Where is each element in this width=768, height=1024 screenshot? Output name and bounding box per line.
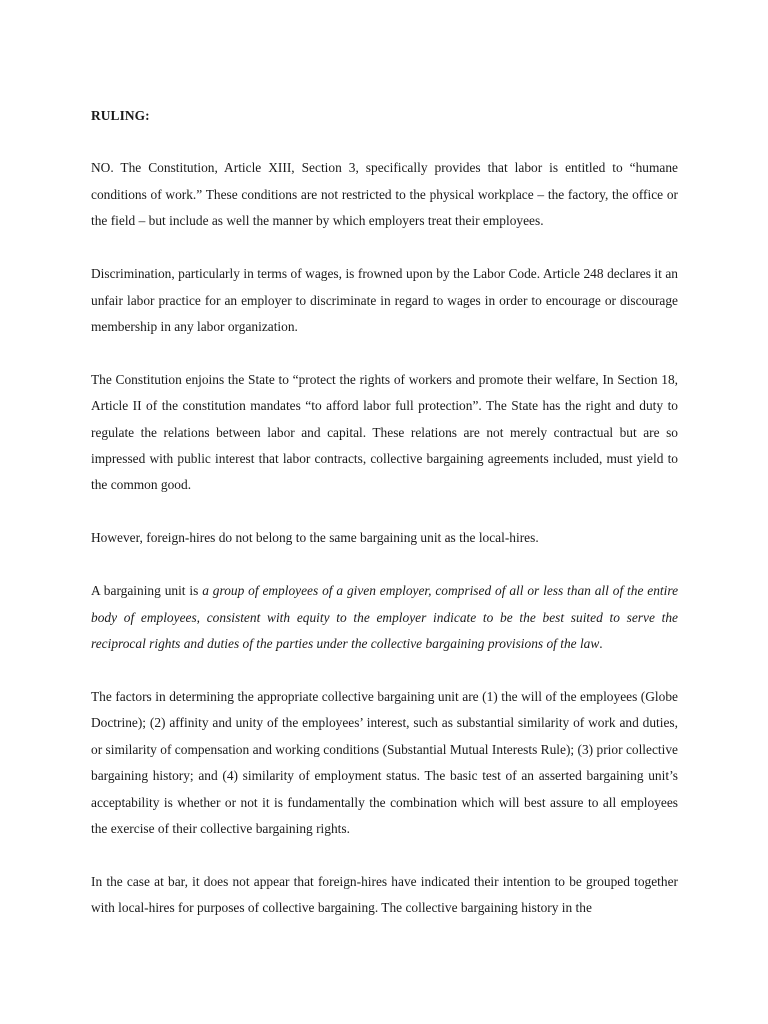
paragraph-state-protection: The Constitution enjoins the State to “protect the rights of workers and promote their welfare, In Section 18, Article II of the constitution mandates “to afford labor full protection”. The State has the right and duty to regulate the relations between labor and capital. These relations are not merely contractual but are so impressed with public interest that labor contracts, collective bargaining agreements included, must yield to the common good. — [91, 371, 678, 493]
paragraph-foreign-hires: However, foreign-hires do not belong to the same bargaining unit as the local-hires. — [91, 530, 539, 546]
paragraph-factors: The factors in determining the appropriate collective bargaining unit are (1) the will of the employees (Globe Doctrine); (2) affinity and unity of the employees’ interest, such as substantial similarity of work and duties, or similarity of compensation and working conditions (Substantial Mutual Interests Rule); (3) prior collective bargaining history; and (4) similarity of employment status. The basic test of an asserted bargaining unit’s acceptability is whether or not it is fundamentally the combination which will best assure to all employees the exercise of their collective bargaining rights. — [91, 689, 678, 837]
paragraph-case-at-bar: In the case at bar, it does not appear that foreign-hires have indicated their intention to be grouped together with local-hires for purposes of collective bargaining. The collective bargaining history in the — [91, 873, 678, 916]
document-body — [91, 103, 678, 948]
ruling-heading: RULING: — [91, 108, 150, 123]
definition-tail: . — [599, 636, 603, 652]
paragraph-bargaining-unit-definition — [91, 578, 678, 657]
definition-italic: a group of employees of a given employer, comprised of all or less than all of the entire body of employees, consistent with equity to the employer indicate to be the best suited to serve the reciprocal rights and duties of the parties under the collective bargaining provisions of the law — [91, 583, 679, 652]
definition-lead: A bargaining unit is — [91, 583, 203, 599]
paragraph-humane-conditions: NO. The Constitution, Article XIII, Section 3, specifically provides that labor is entitled to “humane conditions of work.” These conditions are not restricted to the physical workplace – the factory, the office or the field – but include as well the manner by which employers treat their employees. — [91, 160, 678, 229]
paragraph-discrimination: Discrimination, particularly in terms of wages, is frowned upon by the Labor Code. Article 248 declares it an unfair labor practice for an employer to discriminate in regard to wages in order to encourage or discourage membership in any labor organization. — [91, 266, 678, 334]
